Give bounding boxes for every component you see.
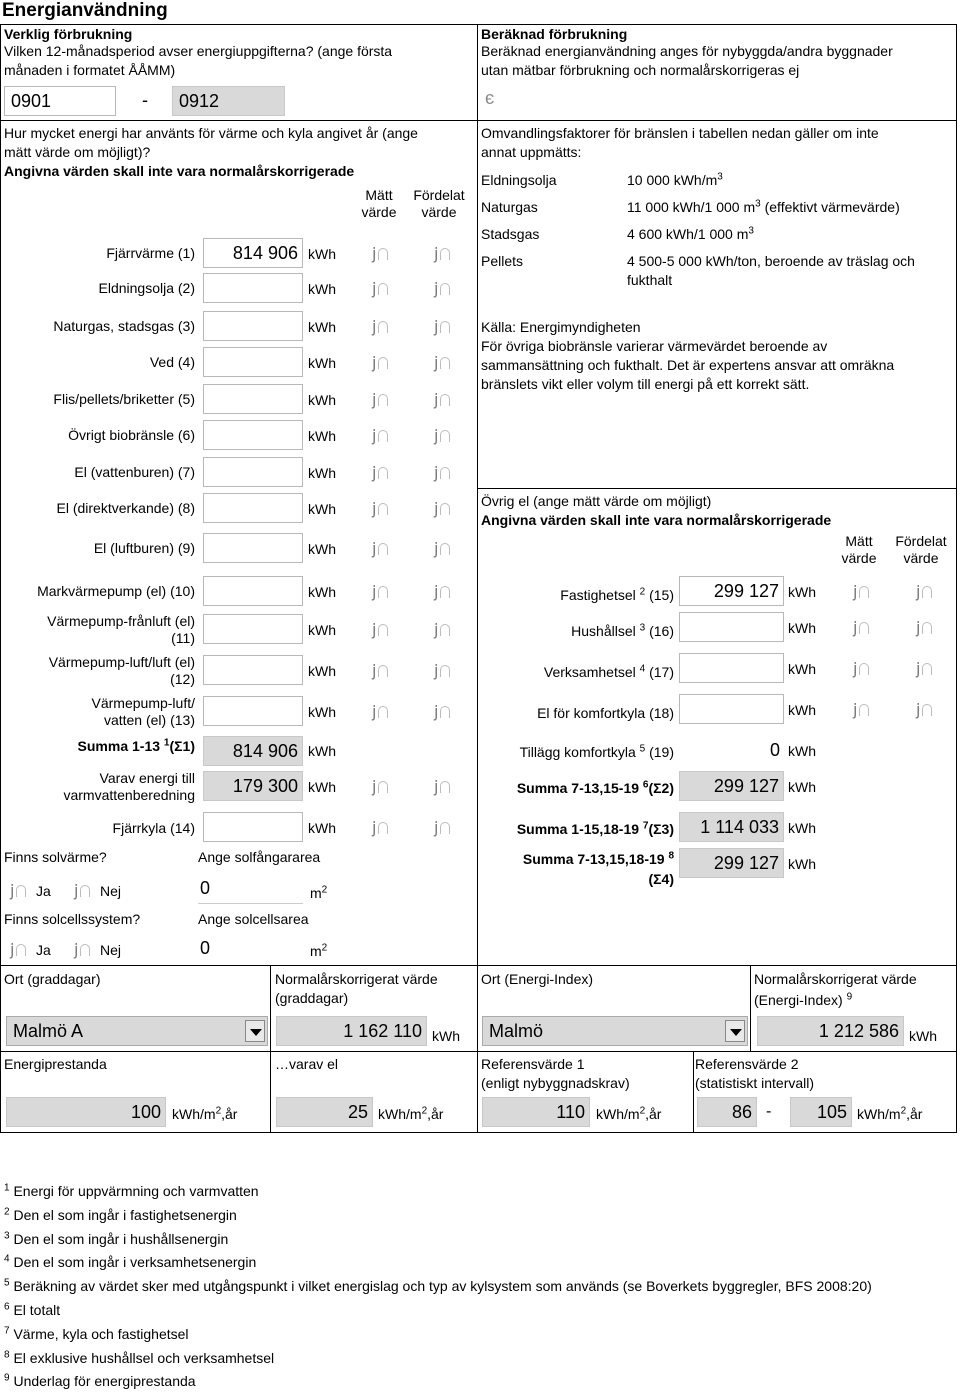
unit-m2: $m^2$ <box>310 884 328 901</box>
summa-s2-value: 299 127 <box>679 771 784 801</box>
varav-el-value: 25 <box>276 1097 373 1127</box>
col-header-fordelat: Fördelat värde <box>413 187 465 220</box>
summa-1-13-label: Summa 1-13 $^1$(Σ1) <box>77 737 195 754</box>
period-to-input[interactable]: 0912 <box>172 86 285 116</box>
ref2-label-2: (statistiskt intervall) <box>695 1075 815 1091</box>
energy-row-input[interactable] <box>203 347 303 377</box>
ref2-high-value: 105 <box>790 1097 852 1127</box>
beraknad-checkbox[interactable]: є <box>485 88 495 108</box>
el-row-label: Fastighetsel $^2$ (15) <box>560 586 674 603</box>
energy-row-fordelat-radio[interactable]: j <box>432 500 454 520</box>
ref2-low-value: 86 <box>697 1097 757 1127</box>
col-header-fordelat: Fördelat värde <box>895 533 947 566</box>
unit-kwh: kWh <box>788 856 816 872</box>
el-row-input[interactable]: 299 127 <box>679 576 784 606</box>
page-title: Energianvändning <box>2 0 168 21</box>
unit-kwh: kWh <box>308 355 336 371</box>
energy-row-fordelat-radio[interactable]: j <box>432 662 454 682</box>
solvarme-nej-radio[interactable]: j <box>72 882 94 902</box>
tillagg-value: 0 <box>679 736 784 766</box>
footnote: $^5$ Beräkning av värdet sker med utgångspunkt i vilket energislag och typ av kylsystem som används (se Boverkets byggregler, BFS 2008:20) <box>4 1277 872 1295</box>
energy-question: Hur mycket energi har använts för värme och kyla angivet år (ange <box>4 125 418 141</box>
unit-kwh: kWh <box>308 319 336 335</box>
period-question-2: månaden i formatet ÅÅMM) <box>4 62 176 78</box>
el-not-normalized-note: Angivna värden skall inte vara normalårskorrigerade <box>481 512 832 528</box>
factor-fuel: Eldningsolja <box>481 172 557 188</box>
source-text: För övriga biobränsle varierar värmevärdet beroende av <box>481 338 828 354</box>
energy-row-matt-radio[interactable]: j <box>370 621 392 641</box>
solfangararea-input[interactable]: 0 <box>198 874 303 904</box>
energy-question-2: mätt värde om möjligt)? <box>4 144 151 160</box>
solvarme-ja-radio[interactable]: j <box>8 882 30 902</box>
energy-row-input[interactable]: 814 906 <box>203 238 303 268</box>
energy-row-matt-radio[interactable]: j <box>370 245 392 265</box>
unit-kwh: kWh <box>308 392 336 408</box>
unit-kwh: kWh <box>788 820 816 836</box>
source-text: bränslets vikt eller volym till energi på ett korrekt sätt. <box>481 376 810 392</box>
ort-energiindex-label: Ort (Energi-Index) <box>481 971 594 987</box>
energy-row-input[interactable] <box>203 533 303 563</box>
factor-fuel: Naturgas <box>481 199 538 215</box>
ref2-dash: - <box>766 1103 772 1120</box>
summa-s2-label: Summa 7-13,15-19 $^6$(Σ2) <box>516 779 674 796</box>
period-from-input[interactable]: 0901 <box>4 86 116 116</box>
el-row-matt-radio[interactable]: j <box>851 701 873 721</box>
unit-kwh-m2-ar: kWh/$m^2,år$ <box>857 1105 923 1122</box>
energiprestanda-value: 100 <box>6 1097 166 1127</box>
beraknad-desc-2: utan mätbar förbrukning och normalårskorrigeras ej <box>481 62 800 78</box>
ja-label: Ja <box>36 942 51 958</box>
energy-row-matt-radio[interactable]: j <box>370 391 392 411</box>
divider <box>0 24 1 1132</box>
varav-matt-radio[interactable]: j <box>370 778 392 798</box>
energy-row-matt-radio[interactable]: j <box>370 427 392 447</box>
nej-label: Nej <box>100 883 122 899</box>
energy-row-fordelat-radio[interactable]: j <box>432 427 454 447</box>
energy-row-fordelat-radio[interactable]: j <box>432 354 454 374</box>
energy-row-input[interactable] <box>203 655 303 685</box>
energy-row-matt-radio[interactable]: j <box>370 318 392 338</box>
energy-row-input[interactable] <box>203 384 303 414</box>
energy-row-input[interactable] <box>203 493 303 523</box>
norm-graddagar-value: 1 162 110 <box>276 1016 427 1046</box>
energy-row-matt-radio[interactable]: j <box>370 703 392 723</box>
pellets-line-2: fukthalt <box>627 272 673 288</box>
unit-kwh: kWh <box>308 465 336 481</box>
el-row-input[interactable] <box>679 612 784 642</box>
not-normalized-note: Angivna värden skall inte vara normalårskorrigerade <box>4 163 355 179</box>
el-row-fordelat-radio[interactable]: j <box>914 583 936 603</box>
factor-value: 11 000 kWh/1 000 $m^3$ (effektivt värmevärde) <box>627 198 900 215</box>
energy-row-matt-radio[interactable]: j <box>370 540 392 560</box>
factor-value: 4 600 kWh/1 000 $m^3$ <box>627 225 754 242</box>
energy-row-input[interactable] <box>203 457 303 487</box>
footnote: $^2$ Den el som ingår i fastighetsenergin <box>4 1206 237 1223</box>
energy-row-input[interactable] <box>203 614 303 644</box>
divider <box>0 965 957 966</box>
source-text: sammansättning och fukthalt. Det är expertens ansvar att omräkna <box>481 357 895 373</box>
footnote: $^8$ El exklusive hushållsel och verksamhetsel <box>4 1348 275 1366</box>
energy-row-matt-radio[interactable]: j <box>370 662 392 682</box>
summa-s4-value: 299 127 <box>679 848 784 878</box>
el-row-input[interactable] <box>679 653 784 683</box>
unit-kwh: kWh <box>788 779 816 795</box>
varav-label: Varav energi till varmvattenberedning <box>63 770 195 803</box>
divider <box>693 1051 694 1132</box>
summa-s4-sigma: (Σ4) <box>648 871 674 887</box>
energy-row-label: Flis/pellets/briketter (5) <box>53 391 195 407</box>
energy-row-fordelat-radio[interactable]: j <box>432 540 454 560</box>
factor-value: 10 000 kWh/$m^3$ <box>627 171 723 188</box>
ref1-label-2: (enligt nybyggnadskrav) <box>481 1075 630 1091</box>
divider <box>270 965 271 1132</box>
el-row-fordelat-radio[interactable]: j <box>914 619 936 639</box>
solcell-nej-radio[interactable]: j <box>72 941 94 961</box>
chevron-down-icon[interactable] <box>245 1020 265 1042</box>
energy-row-fordelat-radio[interactable]: j <box>432 703 454 723</box>
solfangararea-label: Ange solfångararea <box>198 849 321 865</box>
el-row-label: El för komfortkyla (18) <box>537 705 674 721</box>
energy-row-fordelat-radio[interactable]: j <box>432 280 454 300</box>
summa-1-13-value: 814 906 <box>203 736 303 766</box>
energy-row-label: El (vattenburen) (7) <box>74 464 195 480</box>
energy-row-input[interactable] <box>203 273 303 303</box>
energy-row-label: Naturgas, stadsgas (3) <box>53 318 195 334</box>
col-header-matt: Mätt värde <box>841 533 877 566</box>
energy-row-fordelat-radio[interactable]: j <box>432 583 454 603</box>
energy-row-fordelat-radio[interactable]: j <box>432 464 454 484</box>
el-row-label: Hushållsel $^3$ (16) <box>571 622 674 639</box>
unit-kwh: kWh <box>308 820 336 836</box>
unit-kwh: kWh <box>308 541 336 557</box>
energy-row-label: Värmepump-luft/luft (el) (12) <box>48 654 195 687</box>
period-question: Vilken 12-månadsperiod avser energiuppgifterna? (ange första <box>4 43 393 59</box>
energy-row-label: Eldningsolja (2) <box>98 280 195 296</box>
unit-kwh: kWh <box>308 246 336 262</box>
norm-energiindex-value: 1 212 586 <box>757 1016 904 1046</box>
unit-kwh: kWh <box>308 622 336 638</box>
el-row-matt-radio[interactable]: j <box>851 619 873 639</box>
summa-s4-label: Summa 7-13,15,18-19 $^8$ <box>522 850 674 867</box>
ovrig-el-question: Övrig el (ange mätt värde om möjligt) <box>481 493 712 509</box>
col-header-matt: Mätt värde <box>361 187 397 220</box>
varav-fordelat-radio[interactable]: j <box>432 778 454 798</box>
el-row-input[interactable] <box>679 694 784 724</box>
fjarrkyla-fordelat-radio[interactable]: j <box>432 819 454 839</box>
unit-kwh: kWh <box>308 663 336 679</box>
energy-row-label: Fjärrvärme (1) <box>106 245 195 261</box>
energy-row-matt-radio[interactable]: j <box>370 354 392 374</box>
footnote: $^4$ Den el som ingår i verksamhetsenergin <box>4 1253 257 1271</box>
el-row-matt-radio[interactable]: j <box>851 583 873 603</box>
nej-label: Nej <box>100 942 122 958</box>
energy-row-matt-radio[interactable]: j <box>370 583 392 603</box>
period-dash: - <box>142 90 148 110</box>
solcell-ja-radio[interactable]: j <box>8 941 30 961</box>
summa-s3-label: Summa 1-15,18-19 $^7$(Σ3) <box>516 820 674 837</box>
fjarrkyla-label: Fjärrkyla (14) <box>112 820 195 836</box>
ja-label: Ja <box>36 883 51 899</box>
energy-row-input[interactable] <box>203 420 303 450</box>
divider <box>0 120 957 121</box>
unit-kwh: kWh <box>308 584 336 600</box>
unit-kwh-m2-ar: kWh/$m^2,år$ <box>378 1105 444 1122</box>
solcellsarea-label: Ange solcellsarea <box>198 911 309 927</box>
unit-kwh: kWh <box>308 779 336 795</box>
unit-kwh: kWh <box>788 702 816 718</box>
fjarrkyla-input[interactable] <box>203 812 303 842</box>
chevron-down-icon[interactable] <box>725 1020 745 1042</box>
unit-kwh: kWh <box>308 428 336 444</box>
ort-energiindex-select[interactable]: Malmö <box>482 1016 748 1046</box>
energy-row-fordelat-radio[interactable]: j <box>432 621 454 641</box>
ref2-label: Referensvärde 2 <box>695 1056 799 1072</box>
unit-kwh: kWh <box>909 1028 937 1044</box>
unit-kwh: kWh <box>308 501 336 517</box>
section-heading-beraknad: Beräknad förbrukning <box>481 26 628 42</box>
factor-fuel: Stadsgas <box>481 226 540 242</box>
energy-row-label: Övrigt biobränsle (6) <box>68 427 195 443</box>
ref1-label: Referensvärde 1 <box>481 1056 585 1072</box>
el-row-fordelat-radio[interactable]: j <box>914 660 936 680</box>
energy-row-label: El (luftburen) (9) <box>93 540 195 556</box>
tillagg-label: Tillägg komfortkyla $^5$ (19) <box>519 743 674 760</box>
el-row-matt-radio[interactable]: j <box>851 660 873 680</box>
el-row-fordelat-radio[interactable]: j <box>914 701 936 721</box>
energy-row-input[interactable] <box>203 696 303 726</box>
fjarrkyla-matt-radio[interactable]: j <box>370 819 392 839</box>
unit-kwh: kWh <box>432 1028 460 1044</box>
energy-row-label: El (direktverkande) (8) <box>56 500 195 516</box>
energy-row-input[interactable] <box>203 311 303 341</box>
energy-row-fordelat-radio[interactable]: j <box>432 318 454 338</box>
footnote: $^7$ Värme, kyla och fastighetsel <box>4 1325 189 1342</box>
divider <box>0 1132 957 1133</box>
unit-kwh: kWh <box>788 620 816 636</box>
energy-row-label: Värmepump-frånluft (el) (11) <box>47 613 195 646</box>
varav-input[interactable]: 179 300 <box>203 771 303 801</box>
unit-kwh: kWh <box>788 743 816 759</box>
energiprestanda-label: Energiprestanda <box>4 1056 107 1072</box>
unit-m2: $m^2$ <box>310 942 328 959</box>
varav-el-label: …varav el <box>275 1056 339 1072</box>
footnote: $^1$ Energi för uppvärmning och varmvatten <box>4 1182 259 1199</box>
divider <box>750 965 751 1051</box>
divider <box>477 24 478 1132</box>
energy-row-matt-radio[interactable]: j <box>370 500 392 520</box>
unit-kwh: kWh <box>308 704 336 720</box>
section-heading-verklig: Verklig förbrukning <box>4 26 133 42</box>
conversion-intro-2: annat uppmätts: <box>481 144 582 160</box>
norm-graddagar-label-2: (graddagar) <box>275 990 349 1006</box>
divider <box>956 24 957 1132</box>
energy-row-matt-radio[interactable]: j <box>370 280 392 300</box>
norm-energiindex-label: Normalårskorrigerat värde <box>754 971 917 987</box>
unit-kwh: kWh <box>308 743 336 759</box>
energy-row-label: Ved (4) <box>149 354 195 370</box>
el-row-label: Verksamhetsel $^4$ (17) <box>543 663 674 680</box>
footnote: $^3$ Den el som ingår i hushållsenergin <box>4 1229 229 1247</box>
energy-row-label: Markvärmepump (el) (10) <box>37 583 195 599</box>
solvarme-question: Finns solvärme? <box>4 849 107 865</box>
unit-kwh: kWh <box>788 584 816 600</box>
ort-graddagar-select[interactable]: Malmö A <box>6 1016 268 1046</box>
unit-kwh-m2-ar: kWh/$m^2,år$ <box>172 1105 238 1122</box>
source-label: Källa: Energimyndigheten <box>481 319 641 335</box>
footnote: $^6$ El totalt <box>4 1301 61 1318</box>
unit-kwh-m2-ar: kWh/$m^2,år$ <box>596 1105 662 1122</box>
beraknad-desc: Beräknad energianvändning anges för nybyggda/andra byggnader <box>481 43 893 59</box>
energy-row-fordelat-radio[interactable]: j <box>432 245 454 265</box>
divider <box>0 1051 957 1052</box>
energy-row-label: Värmepump-luft/ vatten (el) (13) <box>91 695 195 728</box>
summa-s3-value: 1 114 033 <box>679 812 784 842</box>
divider <box>478 488 957 489</box>
footnote: $^9$ Underlag för energiprestanda <box>4 1372 196 1390</box>
ref1-value: 110 <box>482 1097 590 1127</box>
solcell-question: Finns solcellssystem? <box>4 911 141 927</box>
ort-graddagar-label: Ort (graddagar) <box>4 971 101 987</box>
norm-energiindex-label-2: (Energi-Index) $^9$ <box>754 991 853 1008</box>
energy-row-matt-radio[interactable]: j <box>370 464 392 484</box>
unit-kwh: kWh <box>788 661 816 677</box>
conversion-intro: Omvandlingsfaktorer för bränslen i tabellen nedan gäller om inte <box>481 125 879 141</box>
solcellsarea-input[interactable]: 0 <box>198 934 303 964</box>
norm-graddagar-label: Normalårskorrigerat värde <box>275 971 438 987</box>
energy-row-fordelat-radio[interactable]: j <box>432 391 454 411</box>
energy-row-input[interactable] <box>203 576 303 606</box>
unit-kwh: kWh <box>308 281 336 297</box>
factor-value: 4 500-5 000 kWh/ton, beroende av träslag och <box>627 253 915 269</box>
divider <box>0 24 957 25</box>
factor-fuel: Pellets <box>481 253 524 269</box>
